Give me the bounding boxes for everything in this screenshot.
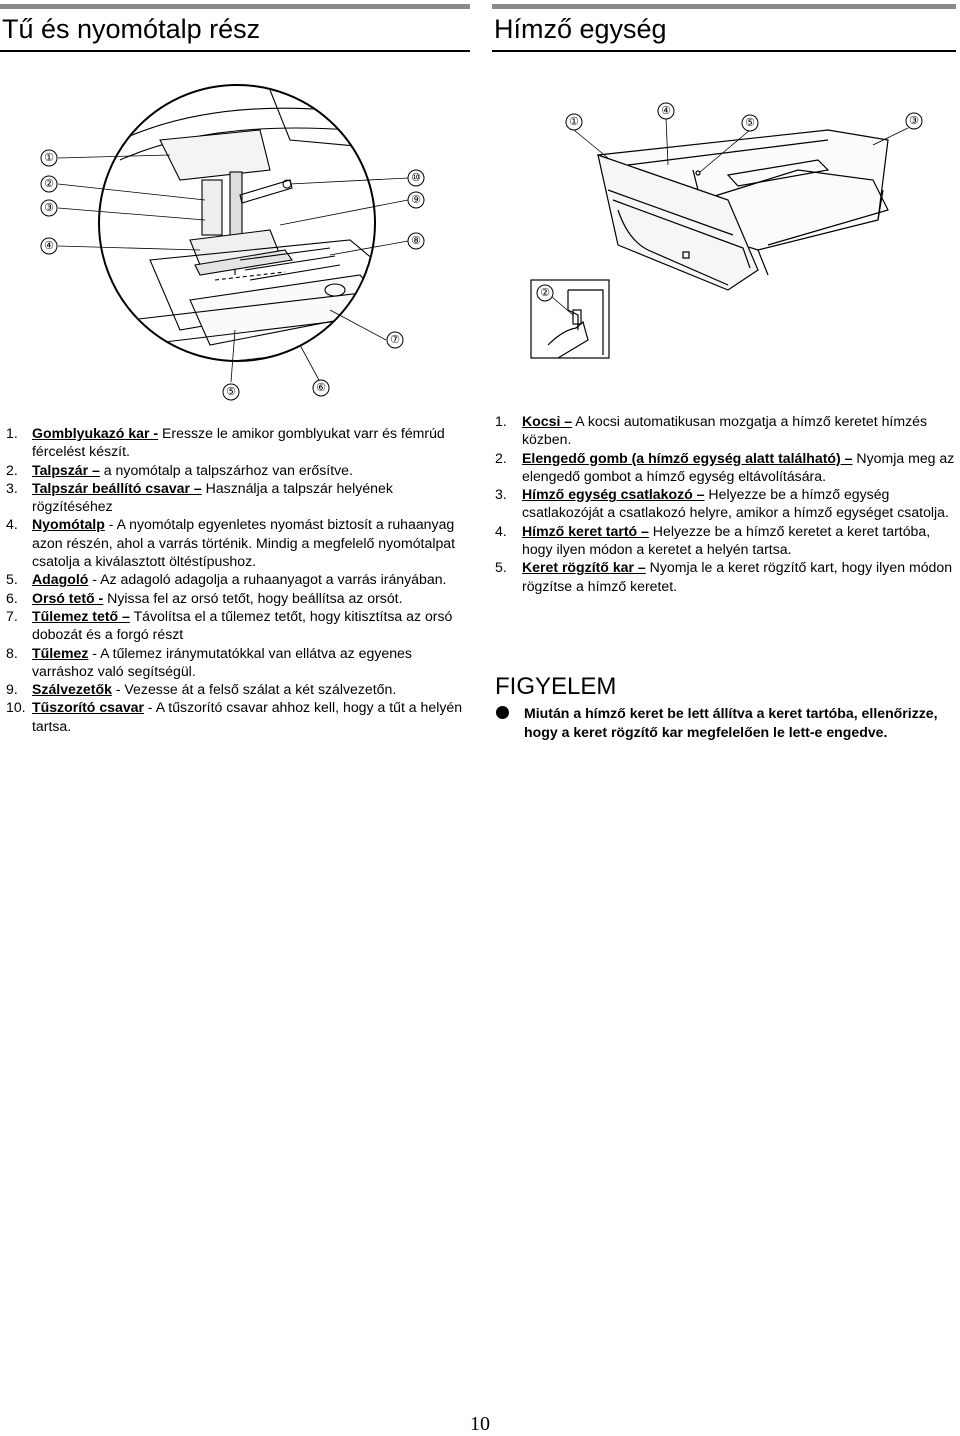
callout-4: ④ [661, 105, 671, 117]
callout-1: ① [44, 152, 54, 164]
embroidery-unit-parts-list [495, 412, 955, 595]
callout-3: ③ [44, 202, 54, 214]
heading-rule [492, 50, 956, 52]
callout-7: ⑦ [390, 334, 400, 346]
needle-presser-illustration [30, 60, 440, 410]
list-item: 2. Elengedő gomb (a hímző egység alatt található) – Nyomja meg az elengedő gombot a hímző egység eltávolítására. [495, 449, 955, 484]
right-column [492, 0, 956, 52]
callout-10: ⑩ [411, 172, 421, 184]
list-item: 6. Orsó tető - Nyissa fel az orsó tetőt, hogy beállítsa az orsót. [6, 589, 403, 606]
needle-presser-parts-list [6, 424, 466, 735]
list-item: 1. Gomblyukazó kar - Eressze le amikor gomblyukat varr és fémrúd fércelést készít. [6, 425, 445, 460]
bullet-icon [496, 706, 509, 719]
callout-6: ⑥ [316, 382, 326, 394]
list-item: 10. Tűszorító csavar - A tűszorító csavar ahhoz kell, hogy a tűt a helyén tartsa. [6, 699, 463, 734]
list-item: 3. Talpszár beállító csavar – Használja a talpszár helyének rögzítéséhez [6, 479, 393, 515]
callout-9: ⑨ [411, 194, 421, 206]
callout-8: ⑧ [411, 235, 421, 247]
callout-3: ③ [909, 115, 919, 127]
callout-1: ① [569, 116, 579, 128]
section-title-needle-presser: Tű és nyomótalp rész [2, 14, 261, 44]
list-item: 1. Kocsi – A kocsi automatikusan mozgatja a hímző keretet hímzés közben. [495, 413, 928, 448]
left-column [0, 0, 470, 52]
list-item: 3. Hímző egység csatlakozó – Helyezze be a hímző egység csatlakozóját a csatlakozó helyre, amikor a hímző egységet csatolja. [495, 486, 949, 521]
list-item: 9. Szálvezetők - Vezesse át a felső szálat a két szálvezetőn. [6, 681, 397, 698]
callout-4: ④ [44, 240, 54, 252]
warning-title: FIGYELEM [495, 673, 617, 700]
list-item: 2. Talpszár – a nyomótalp a talpszárhoz van erősítve. [6, 461, 353, 478]
heading-rule [0, 50, 470, 52]
section-title-embroidery-unit: Hímző egység [494, 14, 667, 44]
warning-item [494, 704, 956, 741]
list-item: 4. Hímző keret tartó – Helyezze be a hímző keretet a keret tartóba, hogy ilyen módon a keretet a helyén tartsa. [495, 522, 931, 558]
heading-bar [0, 4, 470, 9]
page-number: 10 [470, 1413, 490, 1435]
list-item: 5. Adagoló - Az adagoló adagolja a ruhaanyagot a varrás irányában. [6, 571, 447, 588]
list-item: 5. Keret rögzítő kar – Nyomja le a keret rögzítő kart, hogy ilyen módon rögzítse a hímző keretet. [495, 559, 953, 594]
list-item: 7. Tűlemez tető – Távolítsa el a tűlemez tetőt, hogy kitisztítsa az orsó dobozát és a forgó részt [6, 607, 453, 643]
embroidery-unit-illustration [528, 100, 938, 365]
list-item: 8. Tűlemez - A tűlemez iránymutatókkal van ellátva az egyenes varráshoz való segítségül. [6, 644, 412, 679]
callout-2: ② [44, 178, 54, 190]
warning-text: Miután a hímző keret be lett állítva a keret tartóba, ellenőrizze, hogy a keret rögzítő kar megfelelően le lett-e engedve. [524, 705, 938, 740]
callout-5: ⑤ [745, 117, 755, 129]
heading-bar [492, 4, 956, 9]
callout-5: ⑤ [226, 386, 236, 398]
callout-2: ② [540, 287, 550, 299]
list-item: 4. Nyomótalp - A nyomótalp egyenletes nyomást biztosít a ruhaanyag azon részén, ahol a varrás történik. Mindig a megfelelő nyomótalpat csatolja a kiválasztott öltéstípushoz. [6, 516, 456, 570]
